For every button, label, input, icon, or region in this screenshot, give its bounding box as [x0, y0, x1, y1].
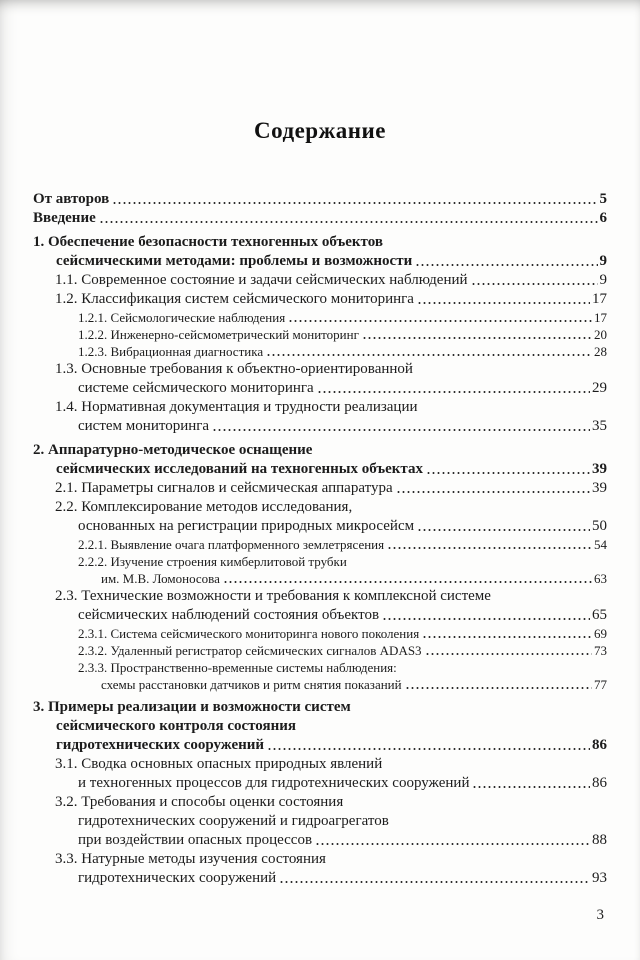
toc-page-number: 17	[592, 291, 607, 307]
toc-entry-text: 2.2.1. Выявление очага платформенного землетрясения	[78, 537, 385, 552]
dot-leader	[362, 326, 592, 343]
toc-entry-line	[78, 326, 607, 343]
toc-entry	[33, 309, 607, 326]
dot-leader	[382, 606, 590, 625]
toc-entry-line	[55, 271, 607, 290]
toc-entry-text: схемы расстановки датчиков и ритм снятия показаний	[101, 677, 402, 692]
dot-leader	[415, 252, 597, 271]
toc-entry-text: 2. Аппаратурно-методическое оснащение	[33, 442, 313, 458]
toc-entry	[33, 625, 607, 642]
toc-page-number: 69	[594, 626, 607, 641]
toc-entry-line	[55, 290, 607, 309]
dot-leader	[223, 570, 592, 587]
toc-entry-text: От авторов	[33, 191, 110, 207]
toc-entry	[33, 536, 607, 553]
toc-entry-text: 1.2. Классификация систем сейсмического мониторинга	[55, 291, 414, 307]
toc-entry-line	[78, 659, 607, 676]
dot-leader	[317, 379, 590, 398]
toc-entry	[33, 290, 607, 309]
toc-entry-line	[55, 360, 607, 379]
toc-entry	[33, 271, 607, 290]
toc-entry-text: 1.2.2. Инженерно-сейсмометрический мониторинг	[78, 327, 359, 342]
toc-entry-line	[55, 398, 607, 417]
toc-entry-text: основанных на регистрации природных микросейсм	[78, 518, 415, 534]
toc-entry-line	[55, 379, 607, 398]
toc-entry-text: им. М.В. Ломоносова	[101, 571, 220, 586]
toc-entry	[33, 793, 607, 850]
dot-leader	[112, 190, 597, 209]
toc-entry-line	[33, 717, 607, 736]
toc-page-number: 73	[594, 643, 607, 658]
toc-page-number: 93	[592, 870, 607, 886]
toc-page-number: 20	[594, 327, 607, 342]
toc-entry	[33, 360, 607, 398]
toc-entry-text: сейсмических исследований на техногенных объектах	[56, 461, 423, 477]
toc-entry-text: сейсмических наблюдений состояния объектов	[78, 607, 380, 623]
toc-entry-line	[55, 774, 607, 793]
toc-entry-text: 2.2.2. Изучение строения кимберлитовой трубки	[78, 554, 347, 569]
dot-leader	[472, 774, 590, 793]
toc-entry-line	[55, 587, 607, 606]
toc-entry	[33, 479, 607, 498]
toc-entry-text: 2.3. Технические возможности и требования к комплексной системе	[55, 588, 491, 604]
toc-page-number: 29	[592, 380, 607, 396]
toc-entry-line	[33, 698, 607, 717]
toc-page-number: 28	[594, 344, 607, 359]
toc-entry-text: системе сейсмического мониторинга	[78, 380, 314, 396]
toc-entry-line	[55, 812, 607, 831]
toc-entry-text: 3.3. Натурные методы изучения состояния	[55, 851, 326, 867]
dot-leader	[471, 271, 598, 290]
toc-entry-line	[33, 736, 607, 755]
toc-entry-line	[55, 498, 607, 517]
toc-entry	[33, 553, 607, 587]
toc-entry-line	[33, 233, 607, 252]
toc-entry-line	[55, 606, 607, 625]
dot-leader	[426, 460, 590, 479]
toc-entry-line	[55, 793, 607, 812]
toc-list	[33, 190, 607, 888]
toc-page-number: 39	[592, 480, 607, 496]
toc-entry	[33, 642, 607, 659]
dot-leader	[422, 625, 592, 642]
toc-entry-line	[33, 252, 607, 271]
toc-entry-text: сейсмическими методами: проблемы и возможности	[56, 253, 413, 269]
toc-entry-text: 1.1. Современное состояние и задачи сейсмических наблюдений	[55, 272, 468, 288]
toc-entry-text: гидротехнических сооружений и гидроагрегатов	[78, 813, 389, 829]
toc-entry-text: 1.3. Основные требования к объектно-ориентированной	[55, 361, 413, 377]
dot-leader	[396, 479, 590, 498]
toc-entry-line	[78, 343, 607, 360]
dot-leader	[417, 517, 590, 536]
toc-entry-text: 2.3.2. Удаленный регистратор сейсмических сигналов ADAS3	[78, 643, 422, 658]
toc-page-number: 54	[594, 537, 607, 552]
toc-entry-line	[33, 460, 607, 479]
toc-entry-line	[78, 625, 607, 642]
toc-entry-text: гидротехнических сооружений	[56, 737, 265, 753]
toc-page-number: 6	[599, 210, 607, 226]
toc-entry	[33, 233, 607, 271]
toc-entry-line	[55, 755, 607, 774]
folio-page-number: 3	[596, 907, 604, 923]
toc-entry	[33, 190, 607, 209]
toc-entry	[33, 498, 607, 536]
toc-page-number: 77	[594, 677, 607, 692]
toc-page-number: 50	[592, 518, 607, 534]
toc-page-number: 86	[592, 737, 607, 753]
toc-entry-text: 1.4. Нормативная документация и трудности реализации	[55, 399, 418, 415]
toc-entry	[33, 698, 607, 755]
toc-entry-text: и техногенных процессов для гидротехнических сооружений	[78, 775, 470, 791]
toc-page-number: 17	[594, 310, 607, 325]
toc-entry-line	[78, 536, 607, 553]
toc-entry-text: 2.3.3. Пространственно-временные системы наблюдения:	[78, 660, 397, 675]
toc-entry	[33, 326, 607, 343]
toc-page-number: 39	[592, 461, 607, 477]
toc-entry-text: 2.3.1. Система сейсмического мониторинга нового поколения	[78, 626, 420, 641]
toc-entry-text: 3.1. Сводка основных опасных природных явлений	[55, 756, 383, 772]
toc-entry	[33, 587, 607, 625]
toc-entry-line	[78, 309, 607, 326]
toc-entry-text: 3. Примеры реализации и возможности систем	[33, 699, 351, 715]
toc-entry-line	[78, 642, 607, 659]
toc-entry-line	[78, 553, 607, 570]
toc-entry-line	[55, 417, 607, 436]
toc-entry-line	[33, 209, 607, 228]
toc-entry-line	[78, 570, 607, 587]
toc-entry-text: Введение	[33, 210, 96, 226]
toc-entry-line	[33, 190, 607, 209]
toc-page-number: 86	[592, 775, 607, 791]
page-title: Содержание	[254, 118, 386, 143]
dot-leader	[387, 536, 592, 553]
toc-entry-line	[55, 869, 607, 888]
dot-leader	[417, 290, 590, 309]
toc-page-number: 65	[592, 607, 607, 623]
toc-page-number: 5	[599, 191, 607, 207]
dot-leader	[425, 642, 592, 659]
toc-entry-text: 2.2. Комплексирование методов исследования,	[55, 499, 353, 515]
toc-page-number: 9	[599, 253, 607, 269]
toc-page-number: 35	[592, 418, 607, 434]
toc-entry	[33, 850, 607, 888]
toc-entry-line	[55, 479, 607, 498]
toc-entry-line	[55, 831, 607, 850]
toc-entry-line	[55, 517, 607, 536]
toc-page-number: 9	[599, 272, 607, 288]
toc-entry-text: гидротехнических сооружений	[78, 870, 277, 886]
toc-entry-text: сейсмического контроля состояния	[56, 718, 297, 734]
toc-entry-line	[33, 441, 607, 460]
dot-leader	[279, 869, 590, 888]
toc-entry-text: систем мониторинга	[78, 418, 210, 434]
toc-entry	[33, 209, 607, 228]
toc-entry-text: при воздействии опасных процессов	[78, 832, 313, 848]
toc-entry	[33, 343, 607, 360]
dot-leader	[99, 209, 598, 228]
dot-leader	[267, 736, 590, 755]
toc-page-number: 63	[594, 571, 607, 586]
toc-entry-text: 1.2.1. Сейсмологические наблюдения	[78, 310, 286, 325]
toc-entry	[33, 659, 607, 693]
dot-leader	[288, 309, 592, 326]
toc-entry	[33, 398, 607, 436]
toc-entry-text: 3.2. Требования и способы оценки состояния	[55, 794, 344, 810]
dot-leader	[266, 343, 592, 360]
toc-entry-text: 2.1. Параметры сигналов и сейсмическая аппаратура	[55, 480, 393, 496]
toc-entry-line	[78, 676, 607, 693]
toc-entry-text: 1.2.3. Вибрационная диагностика	[78, 344, 264, 359]
toc-entry	[33, 755, 607, 793]
toc-page-number: 88	[592, 832, 607, 848]
toc-entry-text: 1. Обеспечение безопасности техногенных объектов	[33, 234, 383, 250]
dot-leader	[315, 831, 590, 850]
dot-leader	[212, 417, 590, 436]
dot-leader	[405, 676, 592, 693]
toc-entry	[33, 441, 607, 479]
toc-entry-line	[55, 850, 607, 869]
